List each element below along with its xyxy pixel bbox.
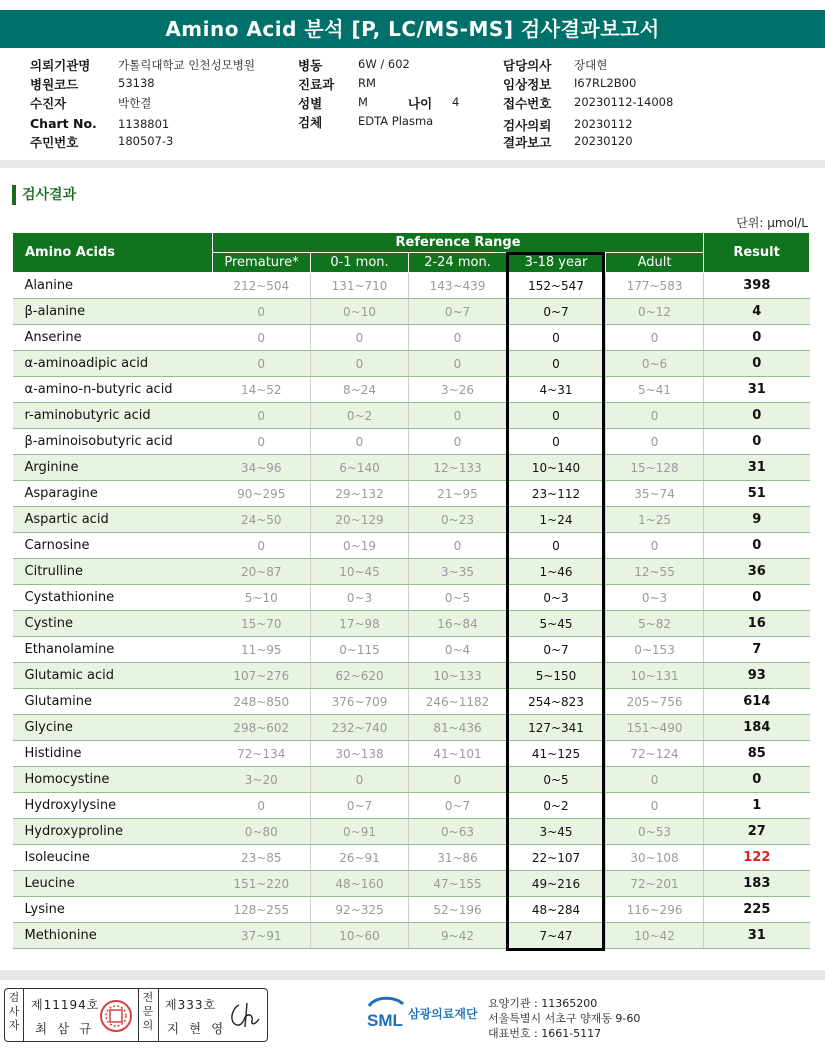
ref-y3-18: 5~150 <box>507 663 606 689</box>
ref-adult: 0~153 <box>606 637 704 663</box>
col-result: Result <box>704 233 810 273</box>
ref-y3-18: 4~31 <box>507 377 606 403</box>
ref-adult: 10~42 <box>606 923 704 949</box>
result-value: 183 <box>704 871 810 897</box>
result-value: 1 <box>704 793 810 819</box>
signature-box <box>4 988 268 1042</box>
ref-m2-24: 0~4 <box>409 637 507 663</box>
specimen-label: 검체 <box>298 115 323 130</box>
sign1-name: 최 삼 규 <box>35 1021 95 1036</box>
ref-adult: 5~82 <box>606 611 704 637</box>
ref-adult: 0~3 <box>606 585 704 611</box>
clinical-value: I67RL2B00 <box>574 76 637 90</box>
ref-adult: 72~124 <box>606 741 704 767</box>
result-value: 398 <box>704 273 810 299</box>
amino-acid-name: Hydroxylysine <box>13 793 213 819</box>
ref-m0-1: 0 <box>311 767 409 793</box>
ref-m0-1: 48~160 <box>311 871 409 897</box>
col-2-24-mon: 2-24 mon. <box>409 253 507 273</box>
hospital-value: 가톨릭대학교 인천성모병원 <box>118 58 255 72</box>
request-value: 20230112 <box>574 117 633 131</box>
ref-m0-1: 0~91 <box>311 819 409 845</box>
table-row <box>13 481 810 507</box>
ref-premature: 24~50 <box>213 507 311 533</box>
ref-m2-24: 246~1182 <box>409 689 507 715</box>
ref-y3-18: 0 <box>507 403 606 429</box>
ref-y3-18: 0~7 <box>507 637 606 663</box>
result-value: 0 <box>704 767 810 793</box>
amino-acid-name: Aspartic acid <box>13 507 213 533</box>
result-value: 51 <box>704 481 810 507</box>
ref-adult: 0~12 <box>606 299 704 325</box>
result-value: 0 <box>704 429 810 455</box>
ref-m0-1: 26~91 <box>311 845 409 871</box>
dept-value: RM <box>358 76 376 90</box>
ref-y3-18: 1~24 <box>507 507 606 533</box>
ref-m0-1: 6~140 <box>311 455 409 481</box>
divider <box>158 989 159 1041</box>
sign2-role: 전문의 <box>142 991 154 1032</box>
ref-adult: 0 <box>606 403 704 429</box>
amino-acid-name: Cystine <box>13 611 213 637</box>
signature-icon <box>227 999 263 1033</box>
ref-m2-24: 0~7 <box>409 299 507 325</box>
ref-m0-1: 0~3 <box>311 585 409 611</box>
ref-m0-1: 131~710 <box>311 273 409 299</box>
divider <box>138 989 139 1041</box>
ref-y3-18: 5~45 <box>507 611 606 637</box>
ref-y3-18: 0~2 <box>507 793 606 819</box>
result-value: 31 <box>704 377 810 403</box>
table-row <box>13 351 810 377</box>
ref-adult: 5~41 <box>606 377 704 403</box>
clinical-label: 임상정보 <box>503 77 552 92</box>
table-row <box>13 689 810 715</box>
ref-m2-24: 0 <box>409 403 507 429</box>
ref-m2-24: 0 <box>409 351 507 377</box>
ref-y3-18: 0~3 <box>507 585 606 611</box>
ref-adult: 177~583 <box>606 273 704 299</box>
table-row <box>13 663 810 689</box>
ref-premature: 0 <box>213 351 311 377</box>
table-row <box>13 533 810 559</box>
ref-adult: 30~108 <box>606 845 704 871</box>
result-value: 0 <box>704 351 810 377</box>
hospital-label: 의뢰기관명 <box>30 58 91 73</box>
unit-label: 단위: μmol/L <box>736 216 808 230</box>
lab-info <box>488 996 640 1041</box>
result-value: 122 <box>704 845 810 871</box>
amino-acid-name: Alanine <box>13 273 213 299</box>
amino-acid-name: Carnosine <box>13 533 213 559</box>
ref-adult: 35~74 <box>606 481 704 507</box>
patient-info <box>0 56 825 156</box>
ref-m0-1: 10~45 <box>311 559 409 585</box>
ward-label: 병동 <box>298 58 323 73</box>
result-value: 225 <box>704 897 810 923</box>
ref-adult: 0 <box>606 767 704 793</box>
lab-name: 삼광의료재단 <box>408 1007 478 1021</box>
ref-premature: 72~134 <box>213 741 311 767</box>
ref-m2-24: 0~5 <box>409 585 507 611</box>
divider <box>23 989 24 1041</box>
col-adult: Adult <box>606 253 704 273</box>
amino-acid-name: Glutamic acid <box>13 663 213 689</box>
section-title: 검사결과 <box>12 185 76 205</box>
ref-premature: 0 <box>213 325 311 351</box>
rrn-label: 주민번호 <box>30 135 79 150</box>
ref-m0-1: 30~138 <box>311 741 409 767</box>
result-value: 27 <box>704 819 810 845</box>
ref-premature: 23~85 <box>213 845 311 871</box>
separator-top <box>0 160 825 168</box>
ref-m0-1: 29~132 <box>311 481 409 507</box>
col-3-18-year: 3-18 year <box>507 253 606 273</box>
table-row <box>13 377 810 403</box>
ref-m0-1: 232~740 <box>311 715 409 741</box>
ref-premature: 14~52 <box>213 377 311 403</box>
results-table <box>12 232 810 949</box>
sign1-role: 검사자 <box>8 991 20 1032</box>
amino-acid-name: Ethanolamine <box>13 637 213 663</box>
table-row <box>13 845 810 871</box>
ref-adult: 0 <box>606 429 704 455</box>
col-reference-range: Reference Range <box>213 233 704 253</box>
table-row <box>13 819 810 845</box>
ref-m0-1: 0~115 <box>311 637 409 663</box>
ref-m0-1: 62~620 <box>311 663 409 689</box>
ref-y3-18: 10~140 <box>507 455 606 481</box>
age-value: 4 <box>452 95 460 109</box>
request-label: 검사의뢰 <box>503 118 552 133</box>
table-row <box>13 897 810 923</box>
amino-acid-name: β-alanine <box>13 299 213 325</box>
rrn-value: 180507-3 <box>118 134 174 148</box>
ref-m0-1: 0~10 <box>311 299 409 325</box>
ref-premature: 90~295 <box>213 481 311 507</box>
amino-acid-name: Methionine <box>13 923 213 949</box>
chart-label: Chart No. <box>30 116 97 131</box>
lab-phone: 대표번호 : 1661-5117 <box>488 1027 602 1040</box>
ref-m2-24: 21~95 <box>409 481 507 507</box>
ref-adult: 0~6 <box>606 351 704 377</box>
ref-premature: 0 <box>213 533 311 559</box>
result-value: 0 <box>704 403 810 429</box>
ref-m2-24: 0 <box>409 767 507 793</box>
ref-m2-24: 0 <box>409 429 507 455</box>
result-value: 4 <box>704 299 810 325</box>
amino-acid-name: Glycine <box>13 715 213 741</box>
code-value: 53138 <box>118 76 155 90</box>
ref-adult: 0 <box>606 533 704 559</box>
lab-address: 서울특별시 서초구 양재동 9-60 <box>488 1012 641 1025</box>
result-value: 16 <box>704 611 810 637</box>
receipt-value: 20230112-14008 <box>574 95 674 109</box>
ref-y3-18: 1~46 <box>507 559 606 585</box>
ref-m2-24: 9~42 <box>409 923 507 949</box>
ref-y3-18: 0~5 <box>507 767 606 793</box>
ref-premature: 5~10 <box>213 585 311 611</box>
ref-premature: 0 <box>213 793 311 819</box>
table-row <box>13 507 810 533</box>
col-0-1-mon: 0-1 mon. <box>311 253 409 273</box>
ref-premature: 0 <box>213 429 311 455</box>
ref-adult: 116~296 <box>606 897 704 923</box>
table-row <box>13 403 810 429</box>
sign2-name: 지 현 영 <box>167 1021 227 1036</box>
ref-premature: 37~91 <box>213 923 311 949</box>
result-value: 7 <box>704 637 810 663</box>
examinee-label: 수진자 <box>30 96 67 111</box>
result-value: 9 <box>704 507 810 533</box>
ref-adult: 72~201 <box>606 871 704 897</box>
dept-label: 진료과 <box>298 77 335 92</box>
ref-m0-1: 0~19 <box>311 533 409 559</box>
ward-value: 6W / 602 <box>358 57 410 71</box>
chart-value: 1138801 <box>118 117 170 131</box>
amino-acid-name: α-aminoadipic acid <box>13 351 213 377</box>
table-row <box>13 273 810 299</box>
ref-m0-1: 8~24 <box>311 377 409 403</box>
table-row <box>13 767 810 793</box>
ref-y3-18: 49~216 <box>507 871 606 897</box>
age-label: 나이 <box>408 96 433 111</box>
ref-y3-18: 48~284 <box>507 897 606 923</box>
amino-acid-name: Arginine <box>13 455 213 481</box>
receipt-label: 접수번호 <box>503 96 552 111</box>
ref-m2-24: 0~23 <box>409 507 507 533</box>
result-value: 93 <box>704 663 810 689</box>
ref-adult: 10~131 <box>606 663 704 689</box>
ref-adult: 0~53 <box>606 819 704 845</box>
amino-acid-name: Histidine <box>13 741 213 767</box>
ref-adult: 0 <box>606 325 704 351</box>
ref-m2-24: 16~84 <box>409 611 507 637</box>
table-row <box>13 715 810 741</box>
ref-y3-18: 23~112 <box>507 481 606 507</box>
ref-y3-18: 254~823 <box>507 689 606 715</box>
sex-value: M <box>358 95 368 109</box>
ref-m2-24: 12~133 <box>409 455 507 481</box>
ref-y3-18: 0 <box>507 325 606 351</box>
table-row <box>13 325 810 351</box>
ref-y3-18: 127~341 <box>507 715 606 741</box>
ref-adult: 0 <box>606 793 704 819</box>
ref-m2-24: 52~196 <box>409 897 507 923</box>
table-row <box>13 637 810 663</box>
ref-adult: 15~128 <box>606 455 704 481</box>
ref-m2-24: 0 <box>409 325 507 351</box>
ref-premature: 0~80 <box>213 819 311 845</box>
ref-m2-24: 47~155 <box>409 871 507 897</box>
ref-adult: 151~490 <box>606 715 704 741</box>
ref-m2-24: 0 <box>409 533 507 559</box>
ref-m2-24: 0~7 <box>409 793 507 819</box>
ref-m2-24: 143~439 <box>409 273 507 299</box>
ref-premature: 11~95 <box>213 637 311 663</box>
amino-acid-name: Homocystine <box>13 767 213 793</box>
ref-m0-1: 17~98 <box>311 611 409 637</box>
sign1-number: 제11194호 <box>31 998 100 1012</box>
result-value: 614 <box>704 689 810 715</box>
col-premature: Premature* <box>213 253 311 273</box>
table-row <box>13 923 810 949</box>
ref-premature: 151~220 <box>213 871 311 897</box>
ref-m0-1: 0 <box>311 351 409 377</box>
ref-m2-24: 31~86 <box>409 845 507 871</box>
sign2-number: 제333호 <box>165 998 217 1012</box>
sml-logo-text: SML <box>367 1011 403 1030</box>
table-row <box>13 741 810 767</box>
amino-acid-name: Lysine <box>13 897 213 923</box>
ref-premature: 212~504 <box>213 273 311 299</box>
table-row <box>13 455 810 481</box>
report-date-label: 결과보고 <box>503 135 552 150</box>
ref-y3-18: 0 <box>507 533 606 559</box>
ref-m0-1: 0 <box>311 429 409 455</box>
ref-m0-1: 0 <box>311 325 409 351</box>
result-value: 36 <box>704 559 810 585</box>
ref-m0-1: 10~60 <box>311 923 409 949</box>
report-title: Amino Acid 분석 [P, LC/MS-MS] 검사결과보고서 <box>0 10 825 48</box>
doctor-value: 장대현 <box>574 58 608 72</box>
amino-acid-name: Isoleucine <box>13 845 213 871</box>
table-row <box>13 559 810 585</box>
table-row <box>13 429 810 455</box>
ref-m0-1: 0~7 <box>311 793 409 819</box>
amino-acid-name: Hydroxyproline <box>13 819 213 845</box>
ref-m2-24: 3~26 <box>409 377 507 403</box>
table-row <box>13 585 810 611</box>
result-value: 31 <box>704 455 810 481</box>
report-date-value: 20230120 <box>574 134 633 148</box>
ref-m2-24: 10~133 <box>409 663 507 689</box>
result-value: 85 <box>704 741 810 767</box>
table-row <box>13 611 810 637</box>
table-row <box>13 793 810 819</box>
ref-y3-18: 0 <box>507 429 606 455</box>
ref-premature: 0 <box>213 403 311 429</box>
ref-m2-24: 81~436 <box>409 715 507 741</box>
ref-premature: 3~20 <box>213 767 311 793</box>
amino-acid-name: Anserine <box>13 325 213 351</box>
amino-acid-name: r-aminobutyric acid <box>13 403 213 429</box>
amino-acid-name: Glutamine <box>13 689 213 715</box>
ref-adult: 205~756 <box>606 689 704 715</box>
col-amino-acids: Amino Acids <box>13 233 213 273</box>
ref-premature: 0 <box>213 299 311 325</box>
ref-m0-1: 92~325 <box>311 897 409 923</box>
ref-premature: 15~70 <box>213 611 311 637</box>
ref-y3-18: 0~7 <box>507 299 606 325</box>
table-row <box>13 299 810 325</box>
lab-code: 요양기관 : 11365200 <box>488 997 598 1010</box>
amino-acid-name: Leucine <box>13 871 213 897</box>
result-value: 184 <box>704 715 810 741</box>
result-value: 31 <box>704 923 810 949</box>
ref-m2-24: 0~63 <box>409 819 507 845</box>
result-value: 0 <box>704 325 810 351</box>
amino-acid-name: Citrulline <box>13 559 213 585</box>
result-value: 0 <box>704 585 810 611</box>
ref-premature: 248~850 <box>213 689 311 715</box>
code-label: 병원코드 <box>30 77 79 92</box>
ref-m0-1: 376~709 <box>311 689 409 715</box>
separator-bottom <box>0 970 825 980</box>
amino-acid-name: β-aminoisobutyric acid <box>13 429 213 455</box>
sex-label: 성별 <box>298 96 323 111</box>
ref-adult: 12~55 <box>606 559 704 585</box>
ref-y3-18: 22~107 <box>507 845 606 871</box>
doctor-label: 담당의사 <box>503 58 552 73</box>
ref-m2-24: 3~35 <box>409 559 507 585</box>
ref-y3-18: 0 <box>507 351 606 377</box>
ref-premature: 298~602 <box>213 715 311 741</box>
ref-y3-18: 152~547 <box>507 273 606 299</box>
ref-y3-18: 7~47 <box>507 923 606 949</box>
table-row <box>13 871 810 897</box>
ref-m2-24: 41~101 <box>409 741 507 767</box>
seal-stamp-icon <box>98 998 134 1034</box>
amino-acid-name: Asparagine <box>13 481 213 507</box>
ref-y3-18: 3~45 <box>507 819 606 845</box>
ref-premature: 107~276 <box>213 663 311 689</box>
amino-acid-name: Cystathionine <box>13 585 213 611</box>
examinee-value: 박한결 <box>118 96 152 110</box>
ref-premature: 128~255 <box>213 897 311 923</box>
result-value: 0 <box>704 533 810 559</box>
ref-m0-1: 0~2 <box>311 403 409 429</box>
ref-premature: 34~96 <box>213 455 311 481</box>
ref-adult: 1~25 <box>606 507 704 533</box>
specimen-value: EDTA Plasma <box>358 114 434 128</box>
amino-acid-name: α-amino-n-butyric acid <box>13 377 213 403</box>
ref-y3-18: 41~125 <box>507 741 606 767</box>
ref-m0-1: 20~129 <box>311 507 409 533</box>
ref-premature: 20~87 <box>213 559 311 585</box>
